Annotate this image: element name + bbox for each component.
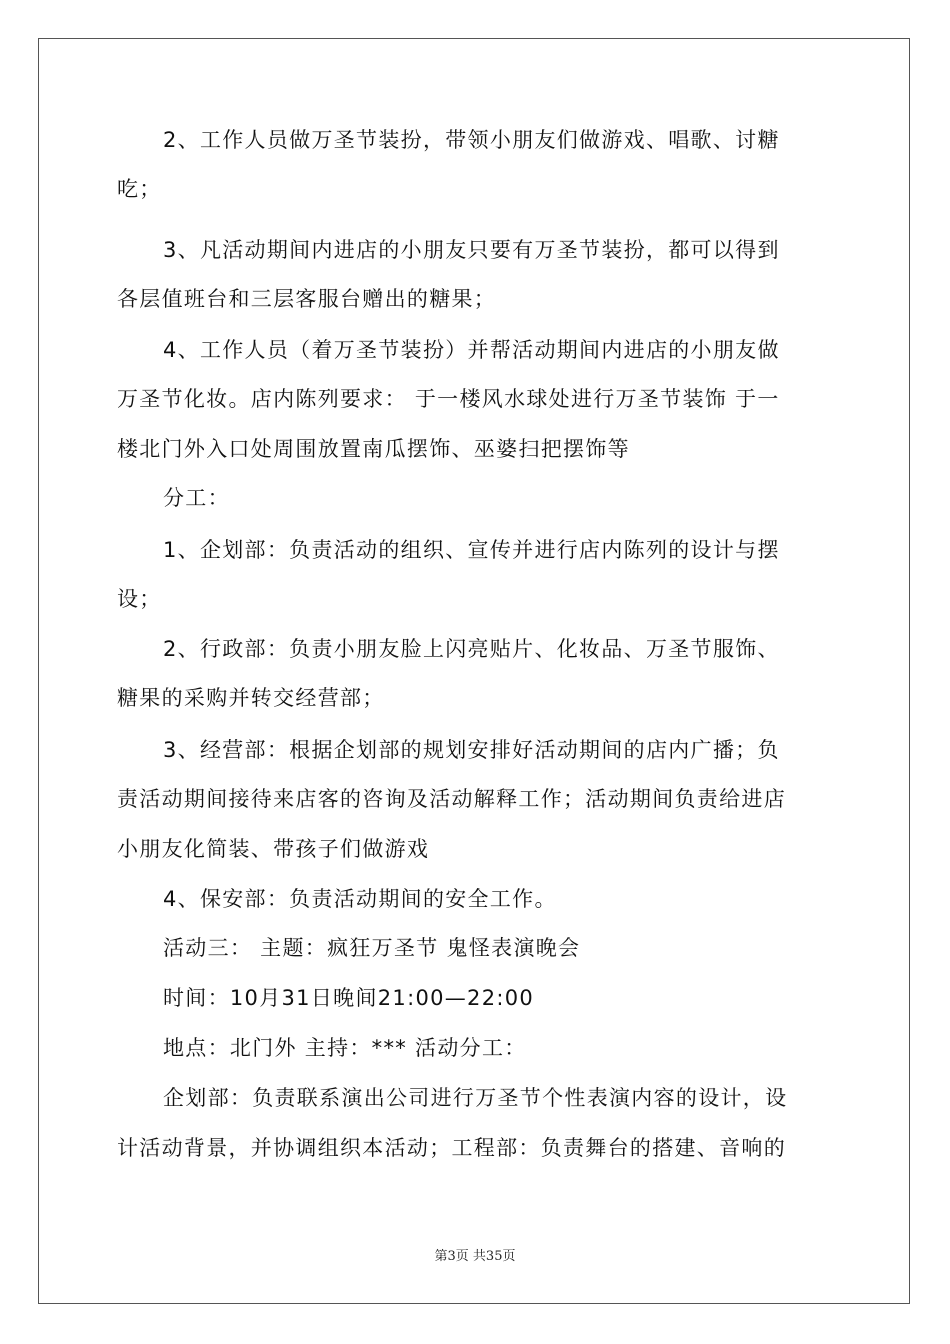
text-line: 楼北门外入口处周围放置南瓜摆饰、巫婆扫把摆饰等 bbox=[117, 437, 630, 461]
text-line: 吃； bbox=[117, 177, 162, 201]
text-line: 时间：10月31日晚间21:00—22:00 bbox=[163, 986, 535, 1010]
text-line: 设； bbox=[117, 587, 162, 611]
text-line: 4、保安部：负责活动期间的安全工作。 bbox=[163, 887, 557, 911]
text-line: 企划部：负责联系演出公司进行万圣节个性表演内容的设计，设 bbox=[163, 1086, 788, 1110]
text-line: 活动三： 主题：疯狂万圣节 鬼怪表演晚会 bbox=[163, 936, 581, 960]
text-line: 1、企划部：负责活动的组织、宣传并进行店内陈列的设计与摆 bbox=[163, 538, 780, 562]
text-line: 2、工作人员做万圣节装扮，带领小朋友们做游戏、唱歌、讨糖 bbox=[163, 128, 780, 152]
page-number-footer: 第3页 共35页 bbox=[434, 1249, 516, 1264]
text-line: 责活动期间接待来店客的咨询及活动解释工作；活动期间负责给进店 bbox=[117, 787, 786, 811]
text-line: 糖果的采购并转交经营部； bbox=[117, 686, 385, 710]
text-line: 计活动背景，并协调组织本活动；工程部：负责舞台的搭建、音响的 bbox=[117, 1136, 786, 1160]
text-line: 各层值班台和三层客服台赠出的糖果； bbox=[117, 287, 497, 311]
text-line: 地点：北门外 主持：*** 活动分工： bbox=[163, 1036, 527, 1060]
text-line: 3、经营部：根据企划部的规划安排好活动期间的店内广播；负 bbox=[163, 738, 780, 762]
page-border bbox=[38, 38, 910, 1304]
text-line: 3、凡活动期间内进店的小朋友只要有万圣节装扮，都可以得到 bbox=[163, 238, 780, 262]
text-line: 分工： bbox=[163, 486, 230, 510]
text-line: 4、工作人员（着万圣节装扮）并帮活动期间内进店的小朋友做 bbox=[163, 338, 780, 362]
text-line: 2、行政部：负责小朋友脸上闪亮贴片、化妆品、万圣节服饰、 bbox=[163, 637, 780, 661]
text-line: 万圣节化妆。店内陈列要求： 于一楼风水球处进行万圣节装饰 于一 bbox=[117, 387, 780, 411]
text-line: 小朋友化简装、带孩子们做游戏 bbox=[117, 837, 430, 861]
